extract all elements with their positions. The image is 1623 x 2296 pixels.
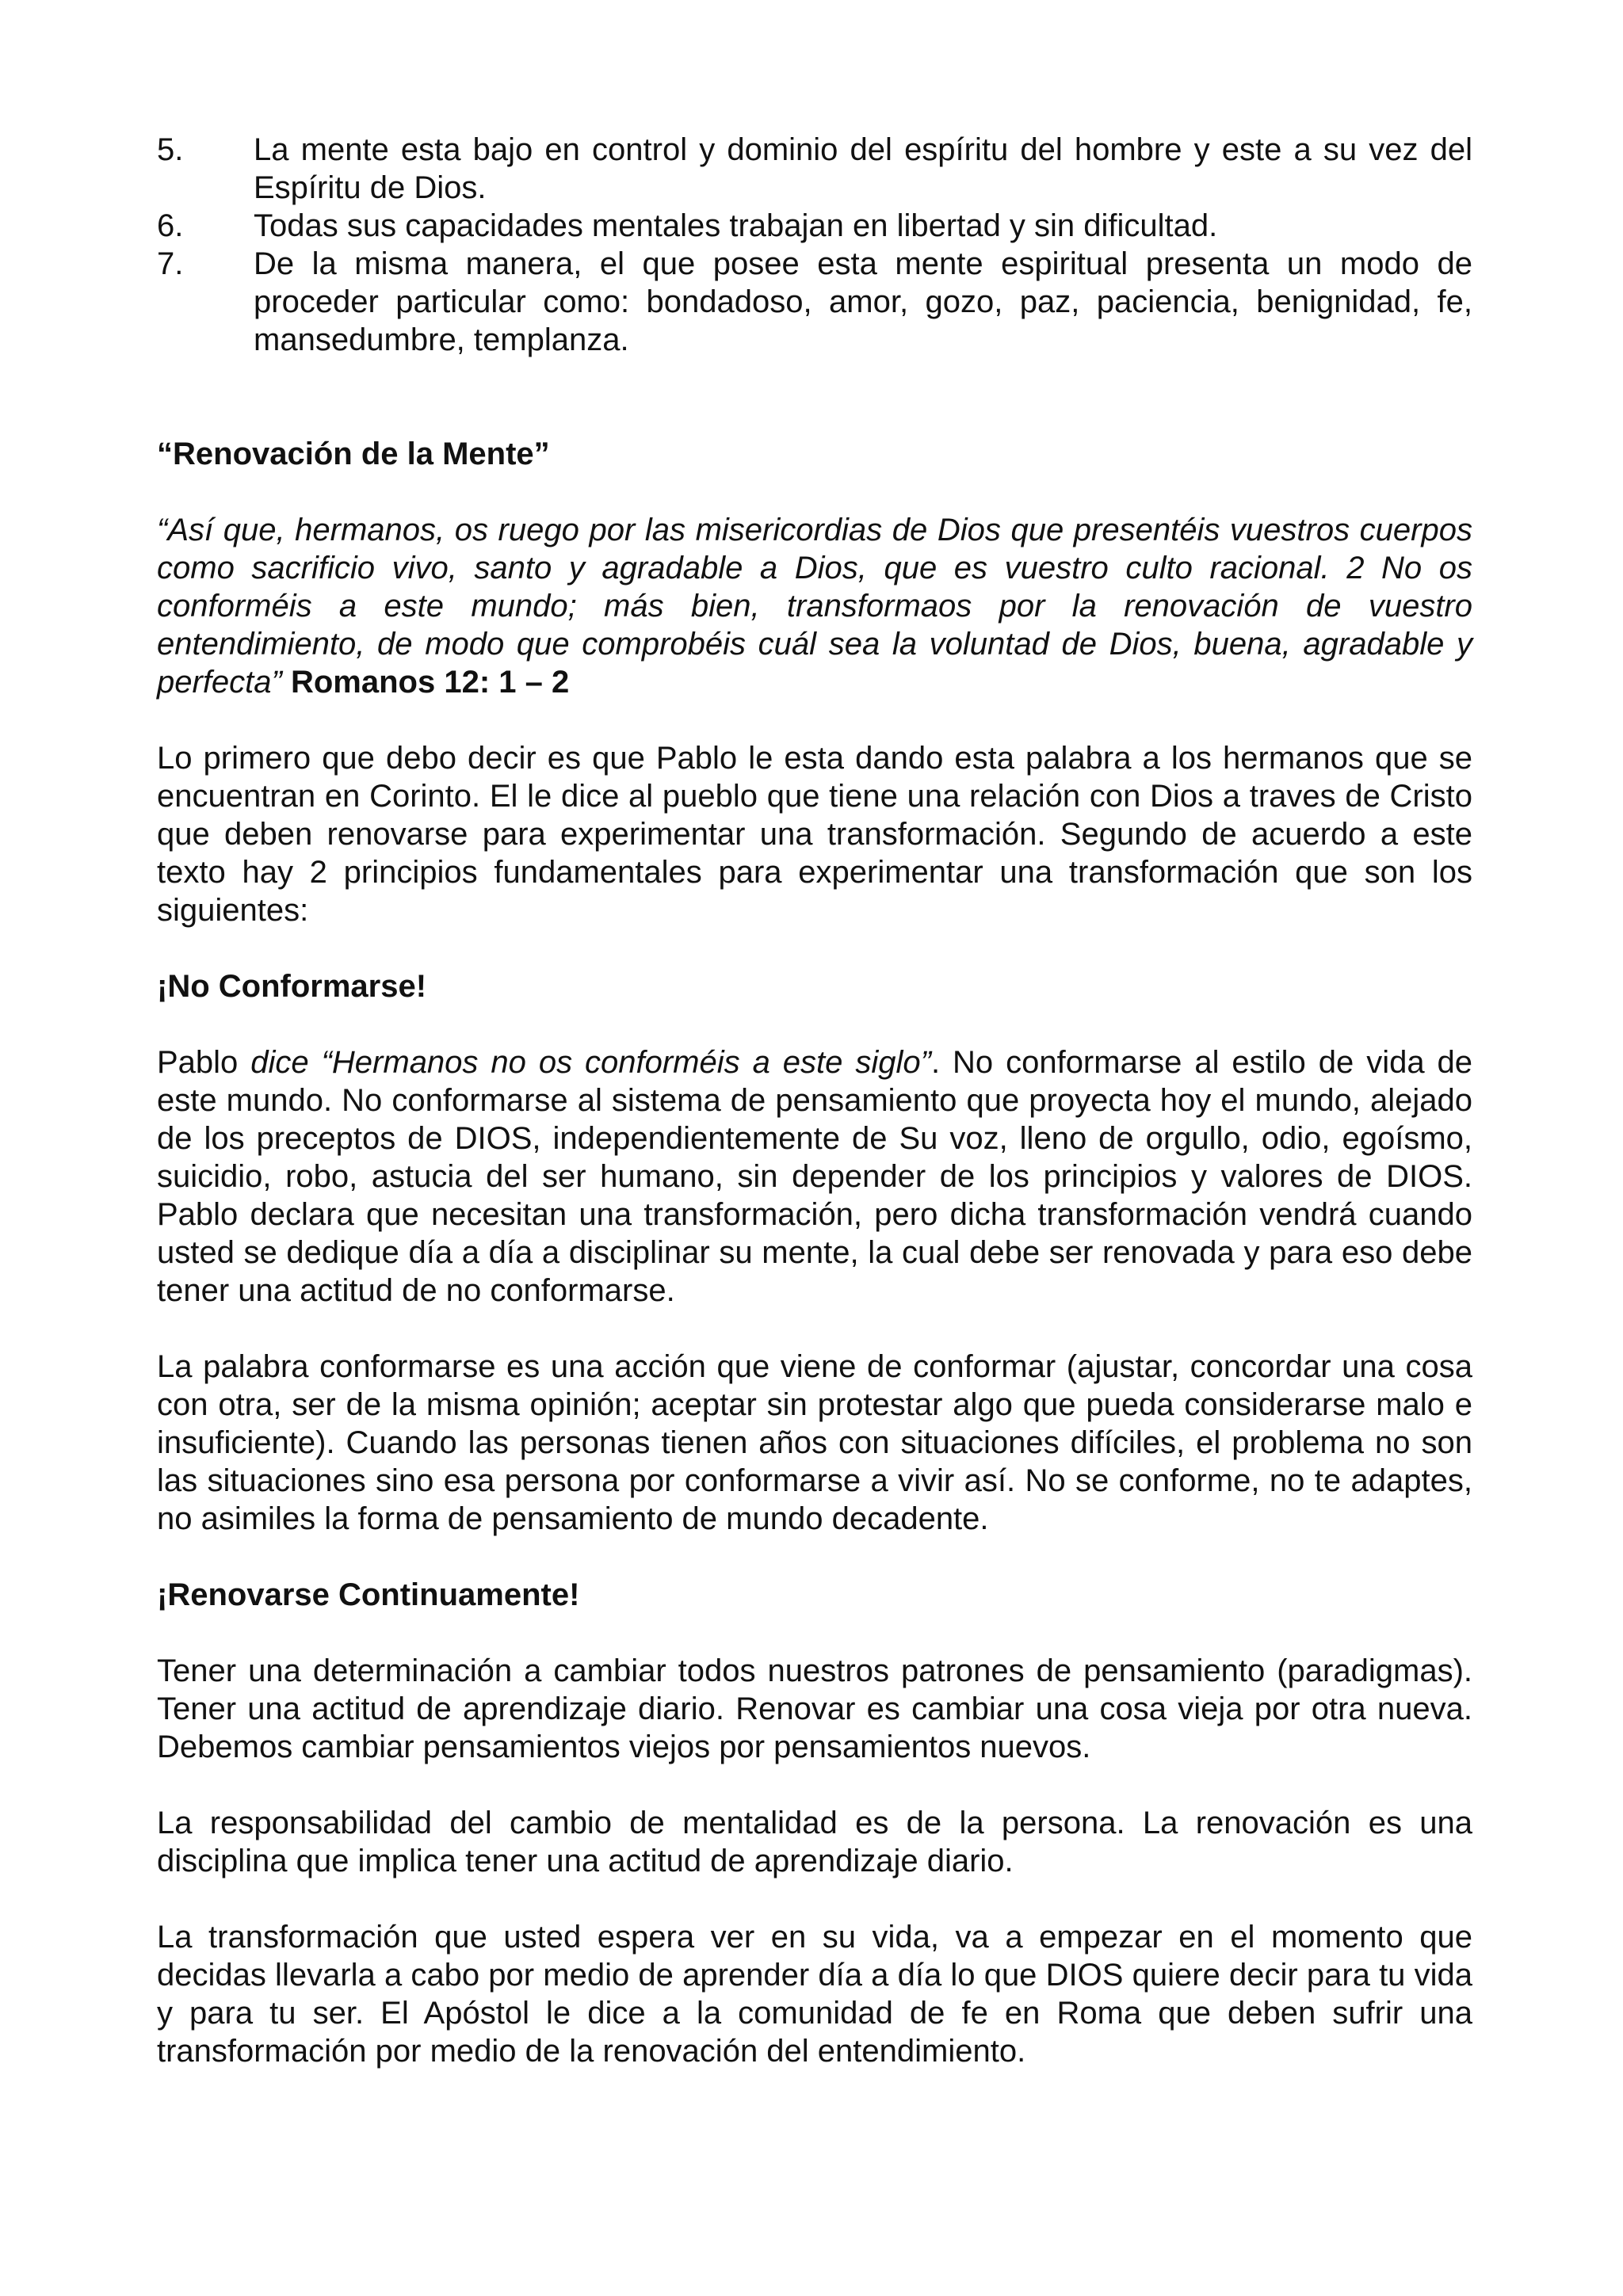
renovarse-paragraph-3: La transformación que usted espera ver en su vida, va a empezar en el momento que decidas llevarla a cabo por medio de aprender día a día lo que DIOS quiere decir para tu vida y para tu ser. El Apóstol le dice a la comunidad de fe en Roma que deben sufrir una transformación por medio de la renovación del entendimiento. xyxy=(157,1920,1472,2069)
list-number: 5. xyxy=(157,132,184,167)
list-text: De la misma manera, el que posee esta mente espiritual presenta un modo de proceder particular como: bondadoso, amor, gozo, paz, paciencia, benignidad, fe, mansedumbre, templanza. xyxy=(254,246,1472,357)
section-heading-no-conformarse: ¡No Conformarse! xyxy=(157,969,427,1004)
section-heading-renovacion: “Renovación de la Mente” xyxy=(157,437,550,471)
list-text: Todas sus capacidades mentales trabajan en libertad y sin dificultad. xyxy=(254,208,1218,243)
scripture-reference: Romanos 12: 1 – 2 xyxy=(290,665,570,700)
no-conformarse-paragraph-2: La palabra conformarse es una acción que viene de conformar (ajustar, concordar una cosa con otra, ser de la misma opinión; aceptar sin protestar algo que pueda considerarse malo e insuficiente). Cuando las personas tienen años con situaciones difíciles, el problema no son las situaciones sino esa persona por conformarse a vivir así. No se conforme, no te adaptes, no asimiles la forma de pensamiento de mundo decadente. xyxy=(157,1349,1472,1536)
list-text: La mente esta bajo en control y dominio del espíritu del hombre y este a su vez del Espíritu de Dios. xyxy=(254,132,1472,205)
list-number: 7. xyxy=(157,246,184,281)
paragraph-start: Pablo xyxy=(157,1045,251,1080)
list-item xyxy=(157,245,1472,359)
renovarse-paragraph-2: La responsabilidad del cambio de mentalidad es de la persona. La renovación es una disciplina que implica tener una actitud de aprendizaje diario. xyxy=(157,1806,1472,1878)
list-item xyxy=(157,207,1472,245)
intro-paragraph: Lo primero que debo decir es que Pablo le esta dando esta palabra a los hermanos que se encuentran en Corinto. El le dice al pueblo que tiene una relación con Dios a traves de Cristo que deben renovarse para experimentar una transformación. Segundo de acuerdo a este texto hay 2 principios fundamentales para experimentar una transformación que son los siguientes: xyxy=(157,741,1472,928)
quote-text: “Así que, hermanos, os ruego por las misericordias de Dios que presentéis vuestros cuerpos como sacrificio vivo, santo y agradable a Dios, que es vuestro culto racional. 2 No os conforméis a este mundo; más bien, transformaos por la renovación de vuestro entendimiento, de modo que comprobéis cuál sea la voluntad de Dios, buena, agradable y perfecta” xyxy=(157,513,1472,700)
numbered-list xyxy=(157,131,1472,359)
no-conformarse-paragraph-1 xyxy=(157,1043,1472,1310)
paragraph-rest: . No conformarse al estilo de vida de este mundo. No conformarse al sistema de pensamiento que proyecta hoy el mundo, alejado de los preceptos de DIOS, independientemente de Su voz, lleno de orgullo, odio, egoísmo, suicidio, robo, astucia del ser humano, sin depender de los principios y valores de DIOS. Pablo declara que necesitan una transformación, pero dicha transformación vendrá cuando usted se dedique día a día a disciplinar su mente, la cual debe ser renovada y para eso debe tener una actitud de no conformarse. xyxy=(157,1045,1473,1308)
section-heading-renovarse: ¡Renovarse Continuamente! xyxy=(157,1577,580,1612)
list-number: 6. xyxy=(157,208,184,243)
renovarse-paragraph-1: Tener una determinación a cambiar todos nuestros patrones de pensamiento (paradigmas). Tener una actitud de aprendizaje diario. Renovar es cambiar una cosa vieja por otra nueva. Debemos cambiar pensamientos viejos por pensamientos nuevos. xyxy=(157,1653,1472,1764)
list-item xyxy=(157,131,1472,207)
document-page xyxy=(157,131,1472,2070)
scripture-quote xyxy=(157,511,1472,701)
inline-quote: dice “Hermanos no os conforméis a este siglo” xyxy=(250,1045,931,1080)
